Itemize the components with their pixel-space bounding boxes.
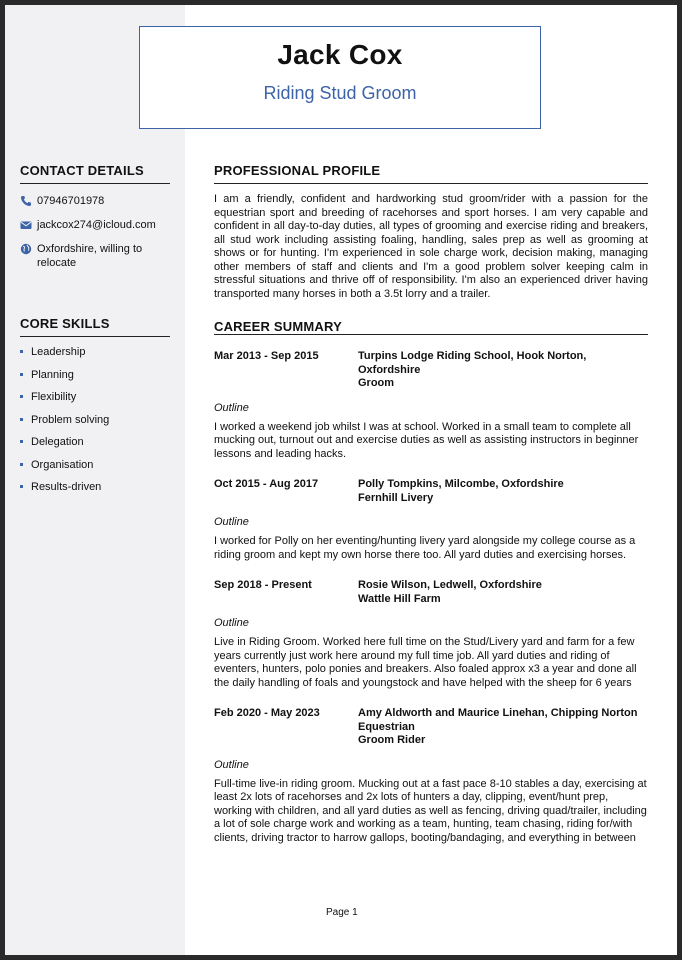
location-line-1: Oxfordshire, willing to	[37, 243, 143, 255]
phone-number[interactable]: 07946701978	[37, 195, 105, 207]
skill-label: Organisation	[31, 458, 94, 471]
bullet-icon	[20, 440, 23, 443]
job-description: I worked a weekend job whilst I was at school. Worked in a small team to complete all mucking out, turnout out and exercise duties as well as assisting instructors in beginner lessons and leading hacks.	[214, 420, 639, 460]
location-text	[37, 242, 142, 270]
employer-name: Rosie Wilson, Ledwell, Oxfordshire	[358, 579, 542, 591]
career-heading: CAREER SUMMARY	[214, 319, 648, 335]
job-entry	[214, 579, 648, 690]
job-role: Groom	[358, 377, 395, 389]
job-dates: Sep 2018 - Present	[214, 579, 312, 591]
contact-location	[20, 242, 170, 270]
bullet-icon	[20, 485, 23, 488]
profile-text: I am a friendly, confident and hardworking stud groom/rider with a passion for the equestrian sport and breeding of racehorses and sport horses. I am very capable and confident in all day-to-day duties, all types of grooming and exercise riding and breakers, all stud work including assisting foaling, handling, sales prep as well as grooming at shows or for hunting. I'm experienced in sole charge work, decision making, managing other members of staff and clients and I'm a good problem solver keeping calm in stressful situations and thrive off of responsibility. I'm also an experienced driver having transported many horses in both a 3.5t lorry and a trailer.	[214, 193, 648, 300]
career-section	[214, 319, 648, 845]
job-dates: Mar 2013 - Sep 2015	[214, 350, 319, 362]
candidate-title: Riding Stud Groom	[263, 83, 417, 103]
bullet-icon	[20, 395, 23, 398]
bullet-icon	[20, 463, 23, 466]
skill-label: Results-driven	[31, 481, 102, 493]
skill-label: Problem solving	[31, 413, 110, 426]
skill-item	[20, 390, 170, 413]
job-header	[214, 707, 648, 748]
job-outline-label: Outline	[214, 516, 249, 528]
skills-section	[20, 316, 170, 503]
job-outline-label: Outline	[214, 758, 249, 771]
job-outline-label: Outline	[214, 401, 249, 414]
job-employer	[358, 707, 648, 748]
skill-item	[20, 480, 170, 503]
employer-name: Polly Tompkins, Milcombe, Oxfordshire	[358, 478, 564, 490]
job-entry	[214, 350, 648, 461]
candidate-name: Jack Cox	[277, 39, 403, 70]
job-outline-label: Outline	[214, 617, 249, 629]
skills-heading: CORE SKILLS	[20, 316, 170, 337]
job-role: Fernhill Livery	[358, 491, 434, 504]
profile-section	[214, 163, 648, 301]
job-header	[214, 350, 648, 391]
contact-email	[20, 218, 170, 232]
contact-section	[20, 163, 170, 270]
job-dates: Feb 2020 - May 2023	[214, 707, 320, 719]
skill-item	[20, 435, 170, 458]
resume-page	[5, 5, 677, 955]
employer-name: Turpins Lodge Riding School, Hook Norton, Oxfordshire	[358, 350, 587, 376]
contact-heading: CONTACT DETAILS	[20, 163, 170, 184]
email-address[interactable]: jackcox274@icloud.com	[37, 219, 156, 231]
skill-item	[20, 368, 170, 391]
job-entry	[214, 707, 648, 845]
page-number: Page 1	[326, 907, 358, 918]
skill-item	[20, 413, 170, 436]
job-employer	[358, 579, 648, 606]
skill-label: Flexibility	[31, 391, 77, 403]
job-employer	[358, 350, 648, 391]
skill-label: Delegation	[31, 436, 84, 448]
job-header	[214, 478, 648, 505]
profile-heading: PROFESSIONAL PROFILE	[214, 163, 648, 184]
location-line-2: relocate	[37, 257, 77, 269]
skill-label: Planning	[31, 368, 74, 381]
job-dates: Oct 2015 - Aug 2017	[214, 478, 319, 490]
job-role: Wattle Hill Farm	[358, 592, 441, 605]
phone-icon	[20, 195, 32, 207]
job-description: I worked for Polly on her eventing/hunting livery yard alongside my college course as a riding groom and kept my own horse there too. All yard duties and exercising horses.	[214, 535, 636, 561]
job-entry	[214, 478, 648, 562]
job-description: Full-time live-in riding groom. Mucking out at a fast pace 8-10 stables a day, exercising at least 2x lots of racehorses and 2x lots of hunters a day, clipping, event/hunt prep, working with children, and all yard duties as well as fencing, driving quad/trailer, including a lot of sole charge work and working as a team, hunting, team chasing, riding for/with clients, driving tractor to harrow gallops, booting/bandaging, and everything in between	[214, 777, 647, 844]
envelope-icon	[20, 219, 32, 231]
skill-item	[20, 345, 170, 368]
skill-item	[20, 458, 170, 481]
bullet-icon	[20, 418, 23, 421]
contact-phone	[20, 194, 170, 208]
skills-list	[20, 345, 170, 503]
name-header	[139, 26, 541, 129]
bullet-icon	[20, 350, 23, 353]
skill-label: Leadership	[31, 346, 86, 358]
bullet-icon	[20, 373, 23, 376]
globe-icon	[20, 243, 32, 255]
employer-name: Amy Aldworth and Maurice Linehan, Chipping Norton	[358, 707, 638, 719]
job-role: Groom Rider	[358, 734, 426, 746]
employer-name-line-2: Equestrian	[358, 720, 415, 733]
job-employer	[358, 478, 648, 505]
job-description: Live in Riding Groom. Worked here full time on the Stud/Livery yard and farm for a few years currently just work here around my full time job. All yard duties and riding of eventers, hunters, polo ponies and breakers. Also foaled approx x3 a year and done all the daily handling of foals and youngstock and have helped with the sheep for 6 years	[214, 636, 637, 689]
job-header	[214, 579, 648, 606]
